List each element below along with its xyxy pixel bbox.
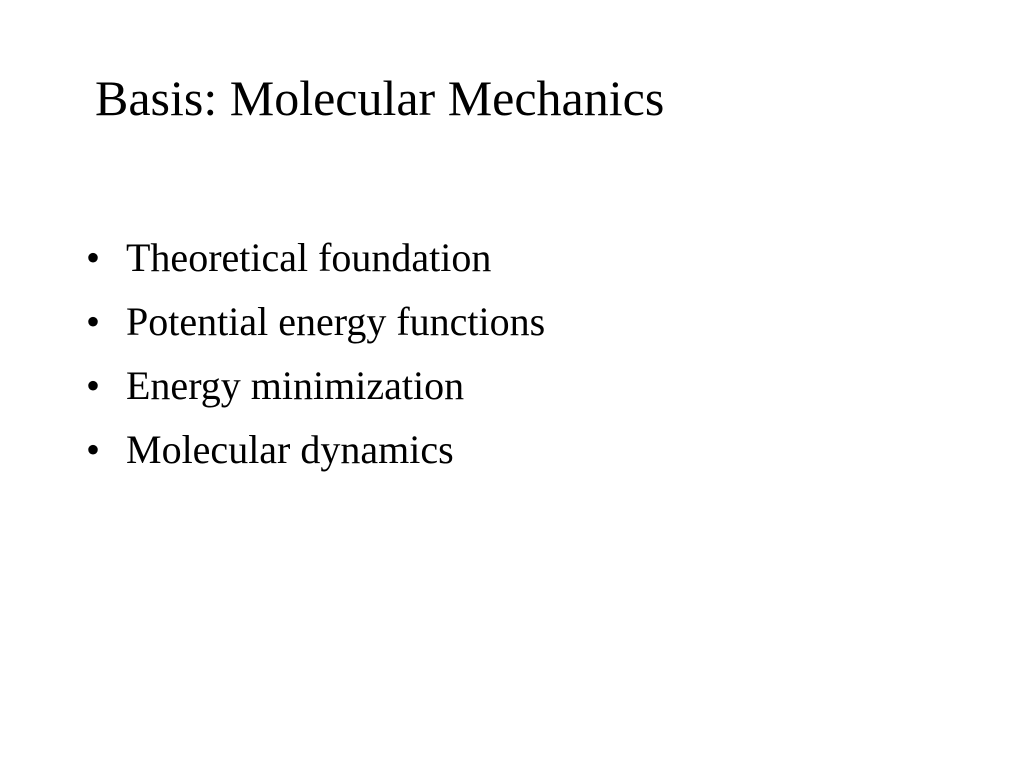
bullet-icon: • xyxy=(86,363,101,408)
bullet-icon: • xyxy=(86,427,101,472)
bullet-icon: • xyxy=(86,299,101,344)
bullet-text: Energy minimization xyxy=(126,363,465,408)
bullet-text: Theoretical foundation xyxy=(126,235,492,280)
bullet-text: Potential energy functions xyxy=(126,299,546,344)
slide-title: Basis: Molecular Mechanics xyxy=(95,70,665,126)
bullet-text: Molecular dynamics xyxy=(126,427,454,472)
bullet-icon: • xyxy=(86,235,101,280)
